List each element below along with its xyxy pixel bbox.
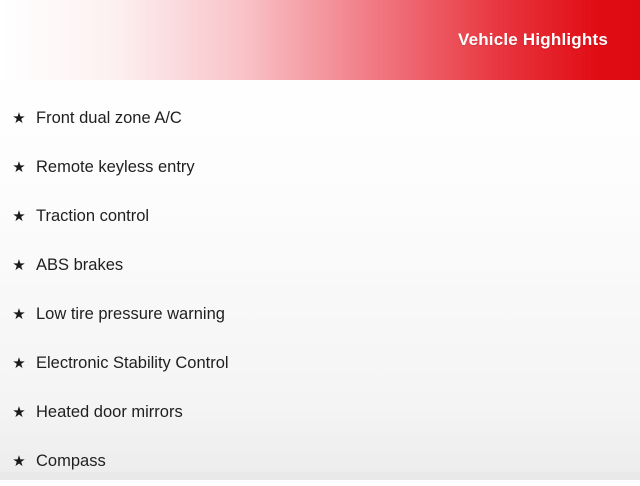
list-item-label: Low tire pressure warning [36,305,225,323]
bottom-strip [0,472,640,480]
list-item-label: ABS brakes [36,256,124,274]
list-item-label: Heated door mirrors [36,403,183,421]
list-item [0,388,640,437]
list-item [0,94,640,143]
star-bullet-icon: ★ [12,208,26,225]
star-bullet-icon: ★ [12,355,26,372]
page-title: Vehicle Highlights [457,30,608,49]
list-item-label: Electronic Stability Control [36,354,229,372]
star-bullet-icon: ★ [12,257,26,274]
list-item-label: Front dual zone A/C [36,109,182,127]
list-item [0,143,640,192]
list-item [0,339,640,388]
header-band [0,0,640,80]
star-bullet-icon: ★ [12,110,26,127]
star-bullet-icon: ★ [12,453,26,470]
list-item-label: Remote keyless entry [36,158,195,176]
star-bullet-icon: ★ [12,306,26,323]
list-item-label: Traction control [36,207,150,225]
star-bullet-icon: ★ [12,404,26,421]
list-item-label: Compass [36,452,106,470]
star-bullet-icon: ★ [12,159,26,176]
list-item [0,192,640,241]
list-item [0,241,640,290]
list-item [0,290,640,339]
highlights-list [0,80,640,486]
